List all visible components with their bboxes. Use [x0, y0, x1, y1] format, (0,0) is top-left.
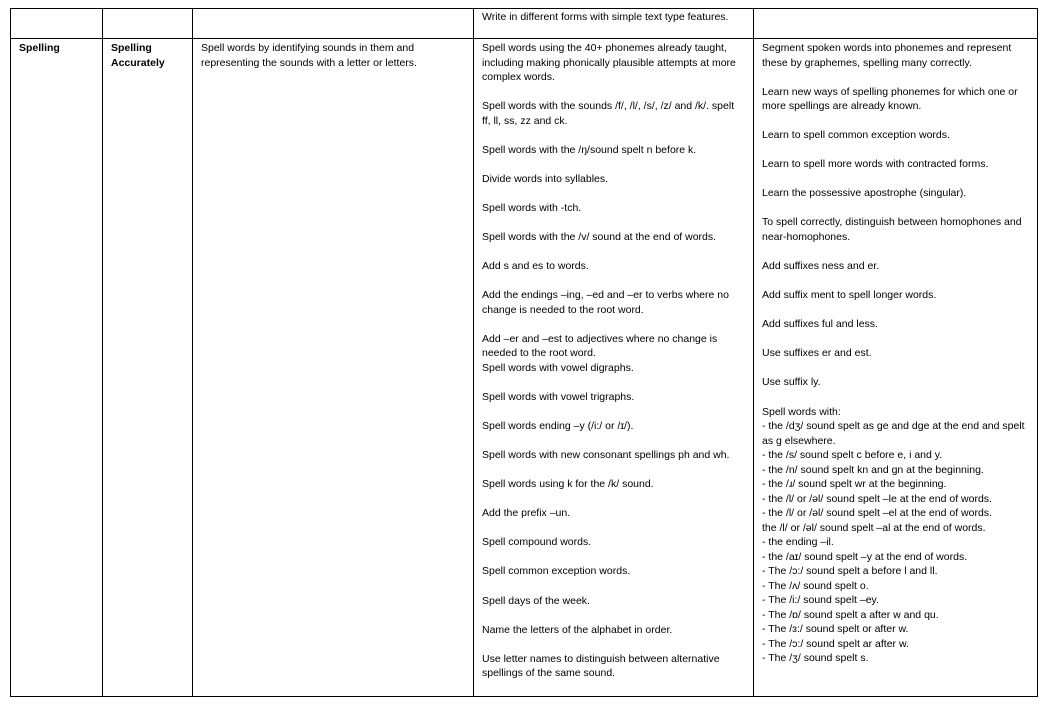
cell-substrand	[103, 39, 193, 697]
cell-objective	[193, 39, 474, 697]
y1-item-13: Spell words with new consonant spellings ph and wh.	[482, 449, 730, 462]
cell-year2	[754, 39, 1038, 697]
y2-item-2: Learn new ways of spelling phonemes for which one or more spellings are already known.	[762, 85, 1018, 113]
y1-item-1: Spell words using the 40+ phonemes already taught, including making phonically plausible attempts at more complex words.	[482, 42, 736, 83]
y2-item-1: Segment spoken words into phonemes and represent these by graphemes, spelling many correctly.	[762, 42, 1012, 69]
y1-item-20: Use letter names to distinguish between alternative spellings of the same sound.	[482, 652, 720, 680]
cell-year1	[474, 39, 754, 697]
strand-label: Spelling	[19, 42, 60, 54]
curriculum-table	[10, 8, 1038, 697]
y2-item-5: Learn the possessive apostrophe (singular).	[762, 187, 967, 200]
y2-item-9: Add suffixes ful and less.	[762, 318, 878, 331]
y2-item-14: - the /s/ sound spelt c before e, i and y.	[762, 449, 943, 462]
y2-item-22: - The /ɔ:/ sound spelt a before l and ll.	[762, 565, 938, 578]
y2-item-3: Learn to spell common exception words.	[762, 129, 950, 142]
y1-item-12: Spell words ending –y (/i:/ or /ɪ/).	[482, 419, 634, 432]
y2-item-27: - The /ɔ:/ sound spelt ar after w.	[762, 637, 909, 650]
y1-item-3: Spell words with the /ŋ/sound spelt n before k.	[482, 143, 697, 156]
y2-item-8: Add suffix ment to spell longer words.	[762, 289, 937, 302]
y2-item-12: Spell words with:	[762, 405, 841, 418]
y1-item-4: Divide words into syllables.	[482, 172, 609, 185]
y1-item-9: Add –er and –est to adjectives where no change is needed to the root word.	[482, 332, 718, 360]
table-row-previous	[11, 9, 1038, 39]
y2-item-25: - The /ɒ/ sound spelt a after w and qu.	[762, 608, 939, 621]
y2-item-4: Learn to spell more words with contracted forms.	[762, 158, 989, 171]
y2-item-6: To spell correctly, distinguish between homophones and near-homophones.	[762, 216, 1022, 243]
y2-item-21: - the /aɪ/ sound spelt –y at the end of words.	[762, 550, 968, 563]
y1-item-19: Name the letters of the alphabet in order.	[482, 623, 673, 636]
cell-strand	[11, 39, 103, 697]
cell-substrand-empty	[103, 9, 193, 39]
y2-item-16: - the /ɹ/ sound spelt wr at the beginning.	[762, 478, 947, 491]
y1-item-10: Spell words with vowel digraphs.	[482, 361, 634, 374]
y1-item-7: Add s and es to words.	[482, 260, 589, 273]
cell-strand-empty	[11, 9, 103, 39]
y2-item-24: - The /i:/ sound spelt –ey.	[762, 594, 879, 607]
y1-item-17: Spell common exception words.	[482, 565, 631, 578]
y1-item-15: Add the prefix –un.	[482, 507, 571, 520]
y1-item-11: Spell words with vowel trigraphs.	[482, 390, 635, 403]
y1-item-2: Spell words with the sounds /f/, /l/, /s/, /z/ and /k/. spelt ff, ll, ss, zz and ck.	[482, 100, 735, 127]
y2-item-17: - the /l/ or /əl/ sound spelt –le at the end of words.	[762, 492, 992, 505]
y1-item-6: Spell words with the /v/ sound at the end of words.	[482, 230, 717, 243]
y2-item-20: - the ending –il.	[762, 536, 834, 549]
y1-item-5: Spell words with -tch.	[482, 201, 582, 214]
cell-objective-empty	[193, 9, 474, 39]
y2-item-26: - The /ɜ:/ sound spelt or after w.	[762, 623, 909, 636]
year1-previous-text: Write in different forms with simple text type features.	[482, 11, 729, 23]
y1-item-18: Spell days of the week.	[482, 594, 590, 607]
substrand-label: Spelling Accurately	[111, 42, 165, 69]
cell-year2-empty	[754, 9, 1038, 39]
y2-item-23: - The /ʌ/ sound spelt o.	[762, 579, 869, 592]
y2-item-28: - The /ʒ/ sound spelt s.	[762, 652, 869, 665]
y2-item-10: Use suffixes er and est.	[762, 347, 872, 360]
y1-item-14: Spell words using k for the /k/ sound.	[482, 478, 654, 491]
y2-item-13: - the /dʒ/ sound spelt as ge and dge at the end and spelt as g elsewhere.	[762, 420, 1025, 447]
objective-text: Spell words by identifying sounds in them and representing the sounds with a letter or letters.	[201, 42, 417, 69]
y2-item-15: - the /n/ sound spelt kn and gn at the beginning.	[762, 463, 984, 476]
y2-item-19: the /l/ or /əl/ sound spelt –al at the end of words.	[762, 521, 986, 534]
y1-item-8: Add the endings –ing, –ed and –er to verbs where no change is needed to the root word.	[482, 289, 729, 316]
y2-item-11: Use suffix ly.	[762, 376, 821, 389]
y1-item-16: Spell compound words.	[482, 536, 592, 549]
y2-item-18: - the /l/ or /əl/ sound spelt –el at the end of words.	[762, 507, 992, 520]
y2-item-7: Add suffixes ness and er.	[762, 260, 880, 273]
cell-year1-previous	[474, 9, 754, 39]
table-row-spelling	[11, 39, 1038, 697]
